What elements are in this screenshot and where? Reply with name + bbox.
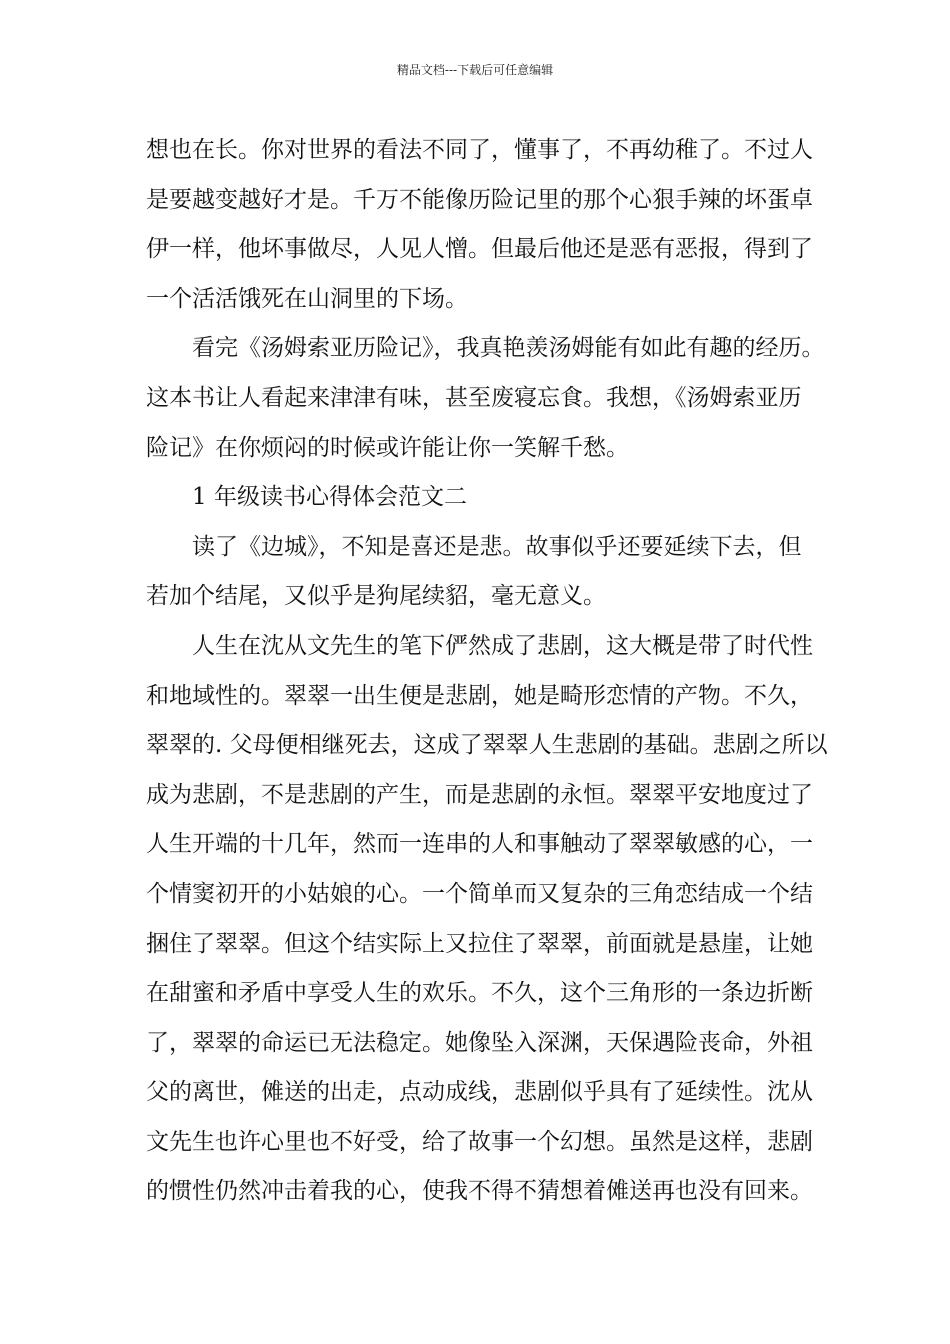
- text-line: 伊一样，他坏事做尽，人见人憎。但最后他还是恶有恶报，得到了: [146, 236, 813, 263]
- text-line: 是要越变越好才是。千万不能像历险记里的那个心狠手辣的坏蛋卓: [146, 186, 813, 213]
- text-line: 人生在沈从文先生的笔下俨然成了悲剧，这大概是带了时代性: [192, 632, 813, 659]
- text-line: 这本书让人看起来津津有味，甚至废寝忘食。我想，《汤姆索亚历: [146, 384, 802, 411]
- text-line: 个情窦初开的小姑娘的心。一个简单而又复杂的三角恋结成一个结: [146, 880, 813, 907]
- text-line: 在甜蜜和矛盾中享受人生的欢乐。不久，这个三角形的一条边折断: [146, 980, 813, 1007]
- text-line: 父的离世，傩送的出走，点动成线，悲剧似乎具有了延续性。沈从: [146, 1079, 813, 1106]
- text-line: 一个活活饿死在山洞里的下场。: [146, 285, 468, 312]
- text-line: 看完《汤姆索亚历险记》，我真艳羡汤姆能有如此有趣的经历。: [192, 335, 825, 362]
- text-line: 了，翠翠的命运已无法稳定。她像坠入深渊，天保遇险丧命，外祖: [146, 1029, 813, 1056]
- text-line: 的惯性仍然冲击着我的心，使我不得不猜想着傩送再也没有回来。: [146, 1178, 813, 1205]
- text-line: 想也在长。你对世界的看法不同了，懂事了，不再幼稚了。不过人: [146, 137, 813, 163]
- text-line: 和地域性的。翠翠一出生便是悲剧，她是畸形恋情的产物。不久，: [146, 682, 813, 709]
- text-line: 翠翠的. 父母便相继死去，这成了翠翠人生悲剧的基础。悲剧之所以: [146, 732, 828, 759]
- text-line: 文先生也许心里也不好受，给了故事一个幻想。虽然是这样，悲剧: [146, 1128, 813, 1155]
- document-body: [146, 126, 828, 1217]
- section-heading: 1 年级读书心得体会范文二: [192, 484, 467, 511]
- text-line: 成为悲剧，不是悲剧的产生，而是悲剧的永恒。翠翠平安地度过了: [146, 781, 813, 808]
- text-line: 若加个结尾，又似乎是狗尾续貂，毫无意义。: [146, 583, 606, 610]
- text-line: 人生开端的十几年，然而一连串的人和事触动了翠翠敏感的心，一: [146, 831, 813, 858]
- text-line: 捆住了翠翠。但这个结实际上又拉住了翠翠，前面就是悬崖，让她: [146, 930, 813, 957]
- page-header: 精品文档---下载后可任意编辑: [396, 63, 554, 77]
- text-line: 读了《边城》，不知是喜还是悲。故事似乎还要延续下去，但: [192, 533, 802, 560]
- text-line: 险记》在你烦闷的时候或许能让你一笑解千愁。: [146, 434, 629, 461]
